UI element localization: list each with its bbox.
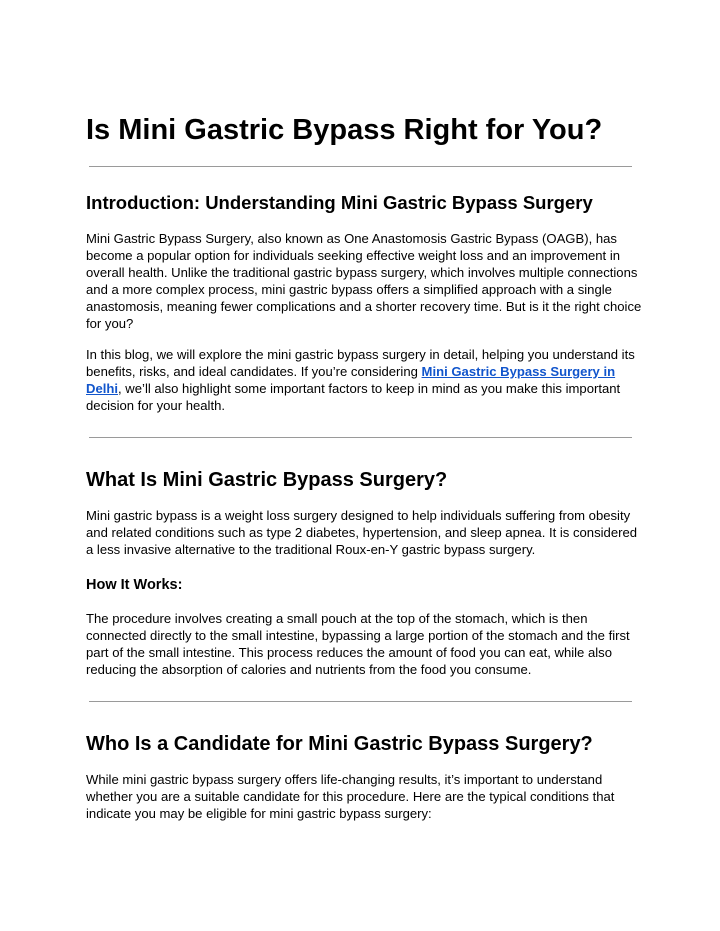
text-line: and a more complex process, mini gastric bypass offers a simplified approach with a single xyxy=(86,282,612,297)
text-segment: benefits, risks, and ideal candidates. If you’re considering xyxy=(86,364,422,379)
subheading-how-it-works: How It Works: xyxy=(86,577,183,593)
text-line: indicate you may be eligible for mini gastric bypass surgery: xyxy=(86,806,432,821)
divider xyxy=(89,437,632,438)
text-line: anastomosis, meaning fewer complications and a shorter recovery time. But is it the right choice xyxy=(86,299,642,314)
text-line: reducing the absorption of calories and nutrients from the food you consume. xyxy=(86,662,532,677)
intro-paragraph-2 xyxy=(86,346,636,414)
what-paragraph-1 xyxy=(86,507,636,558)
intro-paragraph-1 xyxy=(86,230,642,332)
text-line xyxy=(86,363,636,380)
who-paragraph-1 xyxy=(86,771,636,822)
what-paragraph-2 xyxy=(86,610,636,678)
mini-gastric-bypass-delhi-link[interactable]: Mini Gastric Bypass Surgery in xyxy=(421,364,616,379)
text-line: In this blog, we will explore the mini gastric bypass surgery in detail, helping you understand its xyxy=(86,347,635,362)
text-line: connected directly to the small intestine, bypassing a large portion of the stomach and the first xyxy=(86,628,630,643)
text-line: for you? xyxy=(86,316,134,331)
text-line: part of the small intestine. This process reduces the amount of food you can eat, while also xyxy=(86,645,612,660)
text-line: While mini gastric bypass surgery offers life-changing results, it’s important to understand xyxy=(86,772,603,787)
text-line: decision for your health. xyxy=(86,398,226,413)
section-heading-introduction: Introduction: Understanding Mini Gastric Bypass Surgery xyxy=(86,192,593,213)
text-line: and related conditions such as type 2 diabetes, hypertension, and sleep apnea. It is considered xyxy=(86,525,638,540)
text-line: a less invasive alternative to the traditional Roux-en-Y gastric bypass surgery. xyxy=(86,542,536,557)
text-line: The procedure involves creating a small pouch at the top of the stomach, which is then xyxy=(86,611,588,626)
text-line: whether you are a suitable candidate for this procedure. Here are the typical conditions that xyxy=(86,789,615,804)
text-line: become a popular option for individuals seeking effective weight loss and an improvement in xyxy=(86,248,621,263)
page-title: Is Mini Gastric Bypass Right for You? xyxy=(86,114,603,146)
divider xyxy=(89,166,632,167)
text-line: Mini gastric bypass is a weight loss surgery designed to help individuals suffering from obesity xyxy=(86,508,631,523)
text-segment: , we’ll also highlight some important factors to keep in mind as you make this important xyxy=(118,381,621,396)
text-line xyxy=(86,380,636,397)
text-line: Mini Gastric Bypass Surgery, also known as One Anastomosis Gastric Bypass (OAGB), has xyxy=(86,231,617,246)
section-heading-candidate: Who Is a Candidate for Mini Gastric Bypass Surgery? xyxy=(86,733,593,755)
divider xyxy=(89,701,632,702)
text-line: overall health. Unlike the traditional gastric bypass surgery, which involves multiple connections xyxy=(86,265,638,280)
section-heading-what-is: What Is Mini Gastric Bypass Surgery? xyxy=(86,469,448,491)
mini-gastric-bypass-delhi-link-continued[interactable]: Delhi xyxy=(86,381,119,396)
